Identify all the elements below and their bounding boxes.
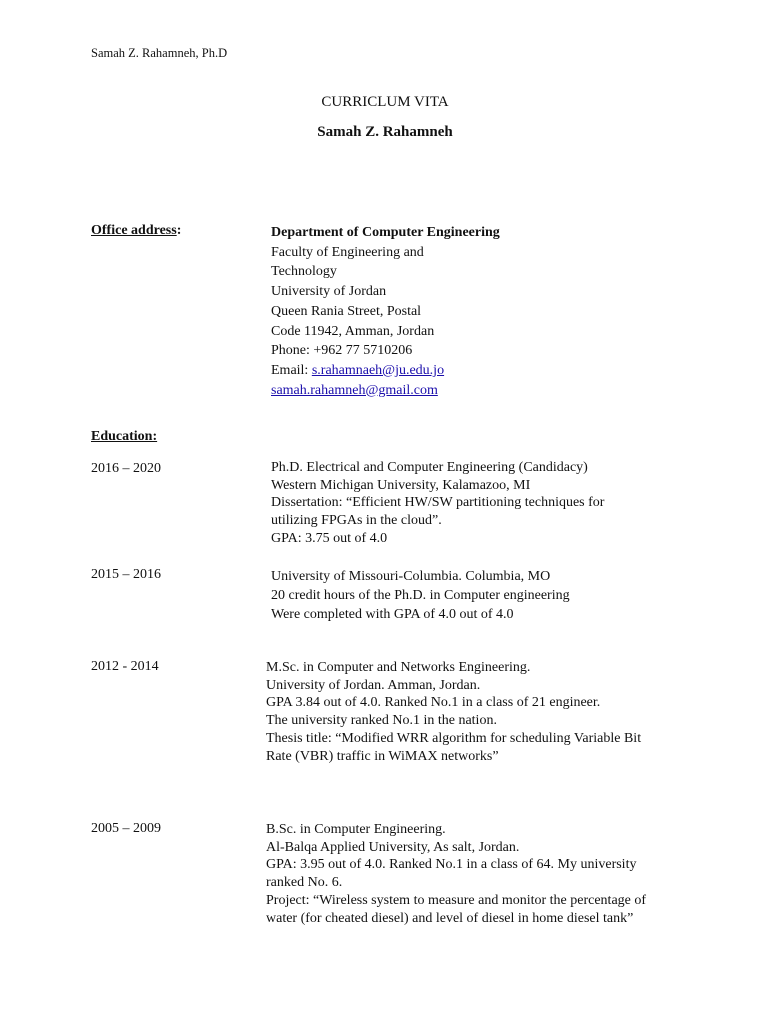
- education-label: [91, 429, 157, 445]
- document-title: CURRICLUM VITA: [321, 94, 449, 110]
- education-entry: [271, 459, 604, 548]
- entry-line: GPA: 3.95 out of 4.0. Ranked No.1 in a class of 64. My university: [266, 857, 637, 873]
- person-name: Samah Z. Rahamneh: [317, 124, 453, 140]
- entry-line: Western Michigan University, Kalamazoo, MI: [271, 477, 531, 493]
- education-entry: [271, 567, 570, 624]
- entry-line: The university ranked No.1 in the nation.: [266, 713, 497, 729]
- entry-line: water (for cheated diesel) and level of diesel in home diesel tank”: [266, 910, 634, 926]
- email-prefix: Email:: [271, 362, 312, 378]
- email-link-1[interactable]: s.rahamnaeh@ju.edu.jo: [311, 362, 445, 378]
- running-header: Samah Z. Rahamneh, Ph.D: [91, 46, 228, 60]
- entry-line: University of Missouri-Columbia. Columbia, MO: [271, 569, 551, 584]
- office-address-label-suffix: :: [176, 223, 182, 238]
- office-line: Faculty of Engineering and: [271, 244, 424, 260]
- education-period: 2016 – 2020: [91, 461, 161, 476]
- office-address-label: [91, 223, 181, 239]
- education-entry: [266, 821, 646, 927]
- entry-line: 20 credit hours of the Ph.D. in Computer engineering: [271, 588, 570, 603]
- education-period: 2012 - 2014: [91, 659, 159, 674]
- email-line: [271, 361, 531, 381]
- entry-line: Project: “Wireless system to measure and monitor the percentage of: [266, 892, 647, 908]
- email-link-2[interactable]: samah.rahamneh@gmail.com: [271, 382, 438, 398]
- entry-line: utilizing FPGAs in the cloud”.: [271, 513, 442, 529]
- office-line: Queen Rania Street, Postal: [271, 303, 422, 319]
- entry-line: Thesis title: “Modified WRR algorithm for scheduling Variable Bit: [266, 730, 642, 746]
- education-label-text: Education:: [91, 429, 158, 444]
- entry-line: Rate (VBR) traffic in WiMAX networks”: [266, 748, 499, 764]
- entry-line: B.Sc. in Computer Engineering.: [266, 822, 446, 837]
- email-line-2: [271, 381, 531, 401]
- entry-line: Were completed with GPA of 4.0 out of 4.0: [271, 607, 514, 622]
- education-entry: [266, 659, 641, 765]
- entry-line: ranked No. 6.: [266, 875, 343, 891]
- entry-line: Al-Balqa Applied University, As salt, Jordan.: [266, 839, 520, 855]
- education-period: 2015 – 2016: [91, 567, 161, 582]
- office-address-block: [271, 223, 531, 400]
- entry-line: Ph.D. Electrical and Computer Engineering (Candidacy): [271, 460, 588, 475]
- department: Department of Computer Engineering: [271, 225, 500, 240]
- entry-line: GPA 3.84 out of 4.0. Ranked No.1 in a class of 21 engineer.: [266, 695, 601, 711]
- office-line: Technology: [271, 264, 337, 280]
- education-period: 2005 – 2009: [91, 821, 161, 836]
- office-address-label-text: Office address: [91, 223, 177, 238]
- office-line: University of Jordan: [271, 284, 387, 300]
- entry-line: University of Jordan. Amman, Jordan.: [266, 677, 481, 693]
- office-line: Code 11942, Amman, Jordan: [271, 323, 435, 339]
- entry-line: GPA: 3.75 out of 4.0: [271, 530, 388, 546]
- entry-line: M.Sc. in Computer and Networks Engineering.: [266, 660, 531, 675]
- phone: Phone: +962 77 5710206: [271, 343, 413, 359]
- entry-line: Dissertation: “Efficient HW/SW partitioning techniques for: [271, 495, 605, 511]
